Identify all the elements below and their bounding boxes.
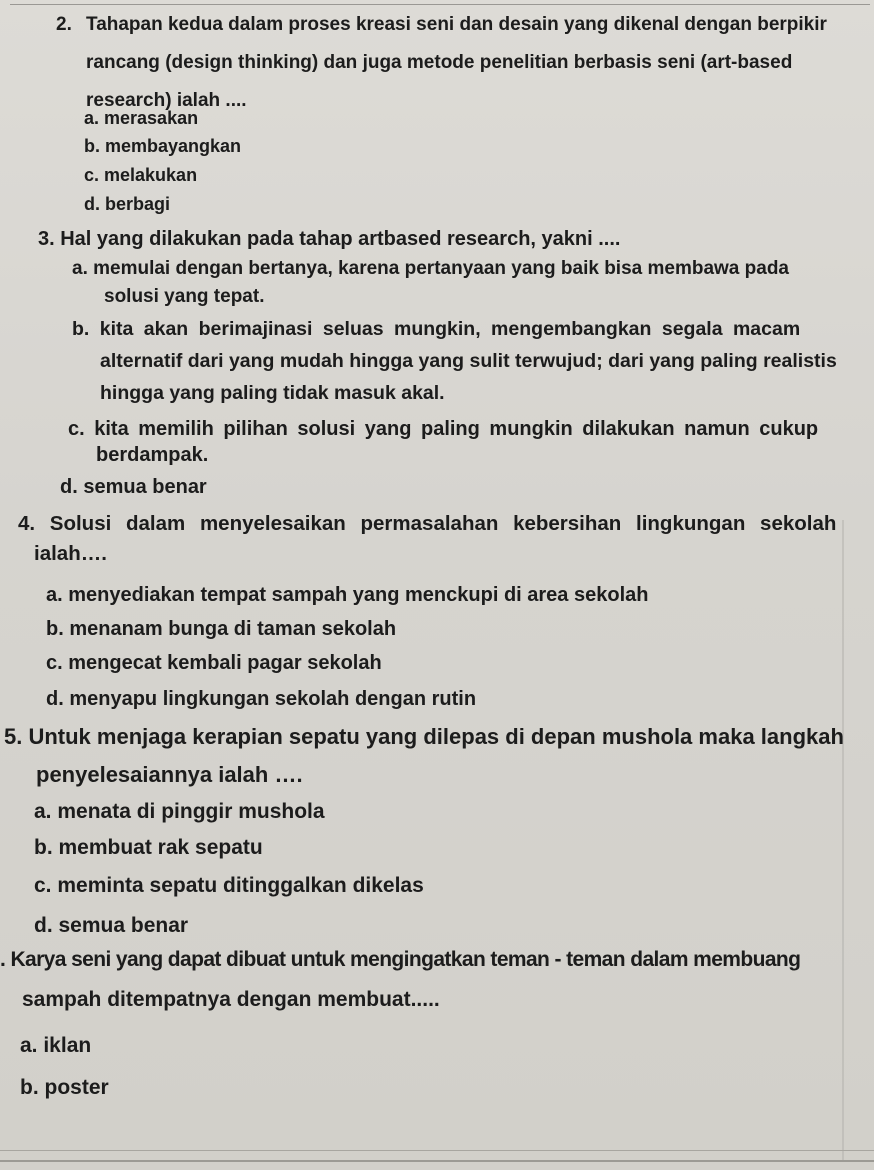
option-a[interactable] — [72, 258, 832, 318]
option-d[interactable]: d. menyapu lingkungan sekolah dengan rutin — [46, 688, 477, 710]
question-4 — [18, 512, 838, 572]
option-a[interactable]: a. menyediakan tempat sampah yang menckupi di area sekolah — [46, 584, 649, 606]
option-b[interactable]: b. membuat rak sepatu — [34, 836, 263, 859]
option-c[interactable]: c. meminta sepatu ditinggalkan dikelas — [34, 874, 424, 897]
question-text-line: penyelesaiannya ialah …. — [36, 762, 303, 787]
option-b[interactable]: b. poster — [20, 1076, 109, 1099]
bottom-edge-line — [0, 1160, 874, 1162]
bottom-edge-line — [0, 1150, 874, 1151]
option-text-line: berdampak. — [96, 444, 209, 466]
option-text-line: c. kita memilih pilihan solusi yang paling mungkin dilakukan namun cukup — [68, 418, 819, 440]
question-text-line: sampah ditempatnya dengan membuat..... — [22, 988, 440, 1011]
option-a[interactable]: a. iklan — [20, 1034, 92, 1057]
top-edge-line — [10, 4, 870, 5]
question-5 — [4, 724, 844, 794]
option-text-line: solusi yang tepat. — [104, 286, 265, 307]
option-text-line: b. kita akan berimajinasi seluas mungkin, mengembangkan segala macam — [72, 318, 801, 340]
option-d[interactable]: d. semua benar — [60, 476, 207, 498]
question-text-line: . Karya seni yang dapat dibuat untuk mengingatkan teman - teman dalam membuang — [0, 948, 801, 971]
question-3: 3. Hal yang dilakukan pada tahap artbased research, yakni .... — [38, 228, 621, 250]
question-text-line: rancang (design thinking) dan juga metode penelitian berbasis seni (art-based — [86, 52, 793, 73]
question-text-line: 5. Untuk menjaga kerapian sepatu yang dilepas di depan mushola maka langkah — [4, 724, 844, 749]
question-text-line: Tahapan kedua dalam proses kreasi seni dan desain yang dikenal dengan berpikir — [86, 14, 827, 35]
question-6 — [0, 948, 870, 1018]
option-c[interactable] — [68, 418, 828, 478]
right-margin-line — [842, 520, 844, 1160]
option-a[interactable]: a. menata di pinggir mushola — [34, 800, 325, 823]
option-b[interactable]: b. menanam bunga di taman sekolah — [46, 618, 397, 640]
option-text-line: alternatif dari yang mudah hingga yang sulit terwujud; dari yang paling realistis — [100, 350, 837, 372]
question-2 — [56, 14, 856, 114]
option-b[interactable] — [72, 318, 837, 410]
option-b[interactable]: b. membayangkan — [84, 136, 242, 156]
option-c[interactable]: c. mengecat kembali pagar sekolah — [46, 652, 382, 674]
question-text-line: 4. Solusi dalam menyelesaikan permasalahan kebersihan lingkungan sekolah — [18, 512, 837, 535]
option-a[interactable]: a. merasakan — [84, 108, 199, 128]
question-text-line: ialah…. — [34, 542, 107, 565]
question-text-line: research) ialah .... — [86, 90, 247, 111]
question-number: 2. — [56, 14, 72, 35]
option-text-line: a. memulai dengan bertanya, karena pertanyaan yang baik bisa membawa pada — [72, 258, 789, 279]
option-c[interactable]: c. melakukan — [84, 165, 198, 185]
option-d[interactable]: d. berbagi — [84, 194, 171, 214]
option-d[interactable]: d. semua benar — [34, 914, 189, 937]
option-text-line: hingga yang paling tidak masuk akal. — [100, 382, 445, 404]
